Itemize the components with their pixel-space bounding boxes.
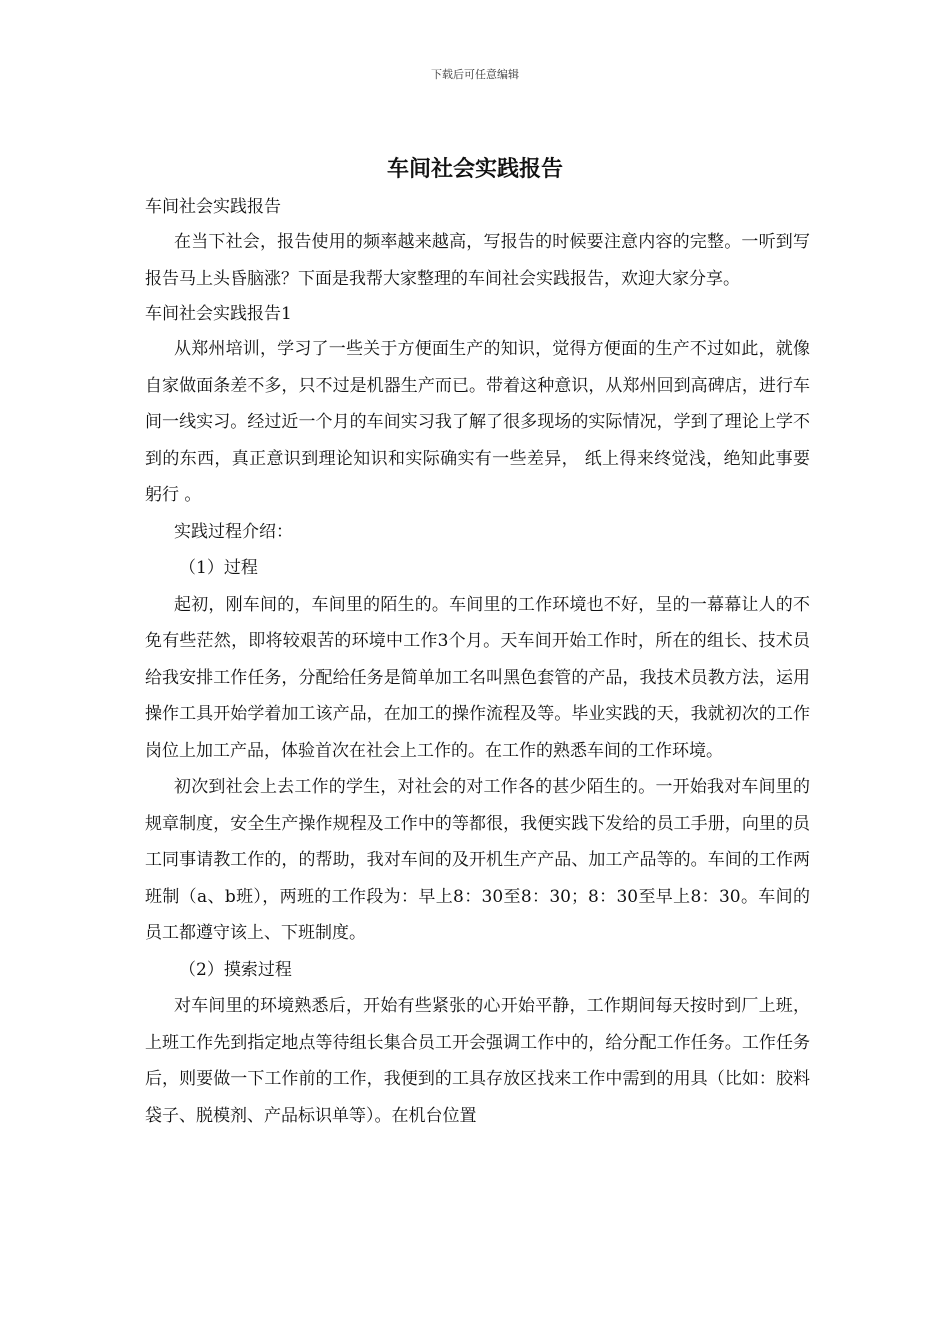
intro-paragraph: 在当下社会，报告使用的频率越来越高，写报告的时候要注意内容的完整。一听到写报告马上头昏脑涨？下面是我帮大家整理的车间社会实践报告，欢迎大家分享。 bbox=[145, 232, 810, 289]
document-title: 车间社会实践报告 bbox=[386, 157, 563, 182]
subheading-exploration: （2）摸索过程 bbox=[179, 959, 292, 980]
body-paragraph: 初次到社会上去工作的学生，对社会的对工作各的甚少陌生的。一开始我对车间里的规章制度，安全生产操作规程及工作中的等都很，我便实践下发给的员工手册，向里的员工同事请教工作的，的帮助，我对车间的及开机生产产品、加工产品等的。车间的工作两班制（a、b班），两班的工作段为：早上8：30至8：30；8：30至早上8：30。车间的员工都遵守该上、下班制度。 bbox=[145, 777, 810, 943]
body-paragraph: 起初，刚车间的，车间里的陌生的。车间里的工作环境也不好，呈的一幕幕让人的不免有些茫然，即将较艰苦的环境中工作3个月。天车间开始工作时，所在的组长、技术员给我安排工作任务，分配给任务是简单加工名叫黑色套管的产品，我技术员教方法，运用操作工具开始学着加工该产品，在加工的操作流程及等。毕业实践的天，我就初次的工作岗位上加工产品，体验首次在社会上工作的。在工作的熟悉车间的工作环境。 bbox=[145, 594, 810, 761]
practice-intro-heading: 实践过程介绍： bbox=[174, 521, 293, 542]
body-paragraph: 从郑州培训，学习了一些关于方便面生产的知识，觉得方便面的生产不过如此，就像自家做面条差不多，只不过是机器生产而已。带着这种意识，从郑州回到高碑店，进行车间一线实习。经过近一个月的车间实习我了解了很多现场的实际情况，学到了理论上学不到的东西，真正意识到理论知识和实际确实有一些差异， 纸上得来终觉浅，绝知此事要躬行 。 bbox=[145, 339, 810, 505]
section-heading-report-1: 车间社会实践报告1 bbox=[145, 304, 292, 324]
subtitle-paragraph: 车间社会实践报告 bbox=[145, 197, 281, 217]
page-header-note: 下载后可任意编辑 bbox=[431, 68, 519, 81]
document-body bbox=[145, 190, 810, 1134]
subheading-process: （1）过程 bbox=[179, 558, 258, 578]
body-paragraph: 对车间里的环境熟悉后，开始有些紧张的心开始平静，工作期间每天按时到厂上班，上班工作先到指定地点等待组长集合员工开会强调工作中的，给分配工作任务。工作任务后，则要做一下工作前的工作，我便到的工具存放区找来工作中需到的用具（比如：胶料袋子、脱模剂、产品标识单等）。在机台位置 bbox=[145, 996, 810, 1126]
